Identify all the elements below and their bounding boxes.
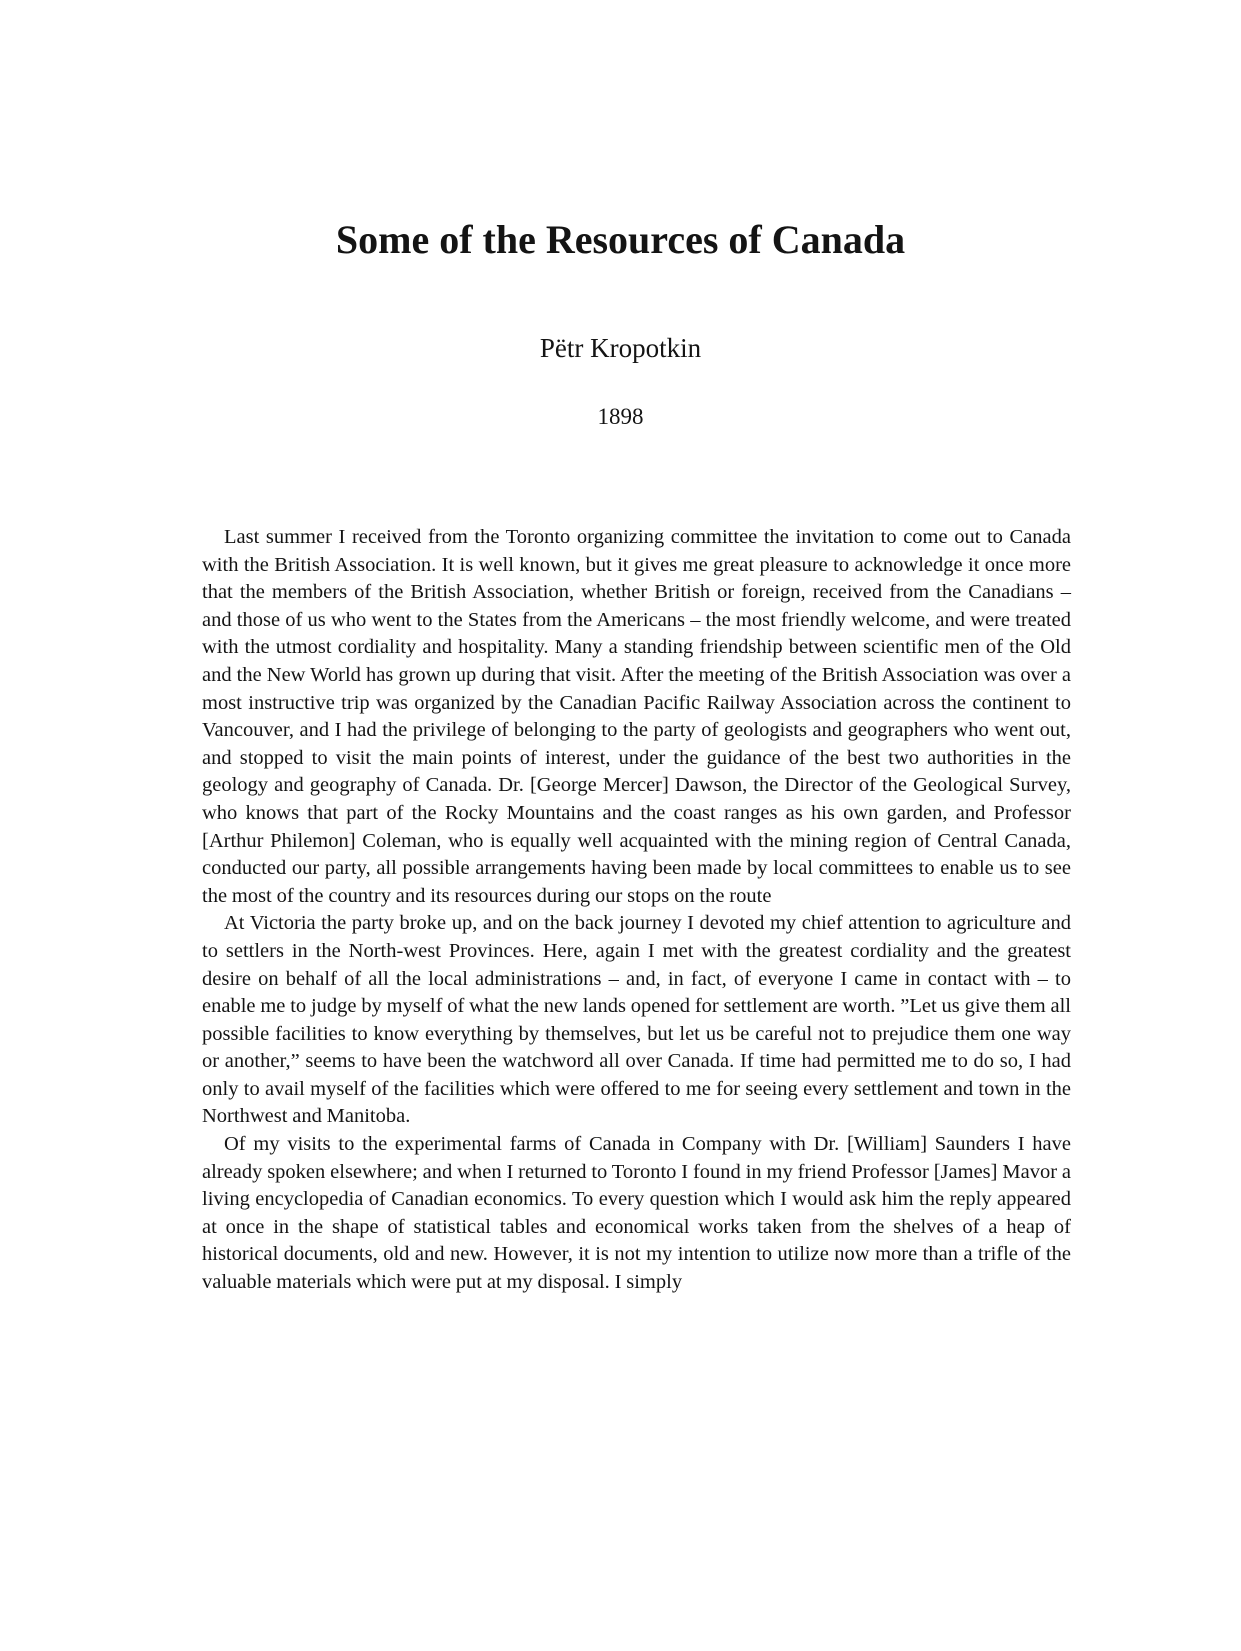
paragraph: Last summer I received from the Toronto organizing committee the invitation to come out to Canada with the British Association. It is well known, but it gives me great pleasure to acknowledge it once more that the members of the British Association, whether British or foreign, received from the Canadians – and those of us who went to the States from the Americans – the most friendly welcome, and were treated with the utmost cordiality and hospitality. Many a standing friendship between scientific men of the Old and the New World has grown up during that visit. After the meeting of the British Association was over a most instructive trip was organized by the Canadian Pacific Railway Association across the continent to Vancouver, and I had the privilege of belonging to the party of geologists and geographers who went out, and stopped to visit the main points of interest, under the guidance of the best two authorities in the geology and geography of Canada. Dr. [George Mercer] Dawson, the Director of the Geological Survey, who knows that part of the Rocky Mountains and the coast ranges as his own garden, and Professor [Arthur Philemon] Coleman, who is equally well acquainted with the mining region of Central Canada, conducted our party, all possible arrangements having been made by local committees to enable us to see the most of the country and its resources during our stops on the route	[202, 526, 1071, 907]
page-title: Some of the Resources of Canada	[335, 217, 906, 262]
paragraph: At Victoria the party broke up, and on the back journey I devoted my chief attention to agriculture and to settlers in the North-west Provinces. Here, again I met with the greatest cordiality and the greatest desire on behalf of all the local administrations – and, in fact, of everyone I came in contact with – to enable me to judge by myself of what the new lands opened for settlement are worth. ”Let us give them all possible facilities to know everything by themselves, but let us be careful not to prejudice them one way or another,” seems to have been the watchword all over Canada. If time had permitted me to do so, I had only to avail myself of the facilities which were offered to me for seeing every settlement and town in the Northwest and Manitoba.	[202, 912, 1071, 1128]
author-name: Pëtr Kropotkin	[539, 333, 702, 363]
paragraph: Of my visits to the experimental farms of Canada in Company with Dr. [William] Saunders I have already spoken elsewhere; and when I returned to Toronto I found in my friend Professor [James] Mavor a living encyclopedia of Canadian economics. To every question which I would ask him the reply appeared at once in the shape of statistical tables and economical works taken from the shelves of a heap of historical documents, old and new. However, it is not my intention to utilize now more than a trifle of the valuable materials which were put at my disposal. I simply	[202, 1133, 1071, 1294]
body-text	[202, 524, 1071, 1297]
publication-year: 1898	[597, 404, 644, 429]
